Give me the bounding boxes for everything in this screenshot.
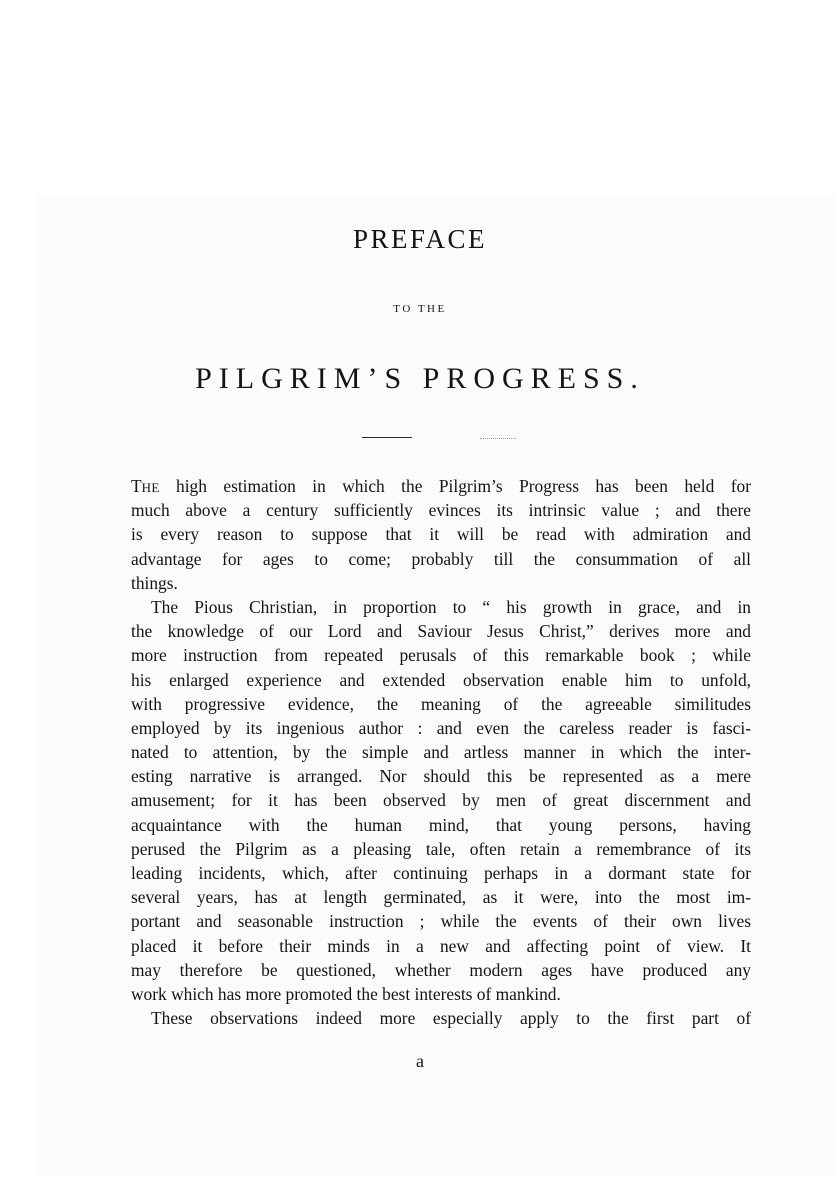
text-line: The Pious Christian, in proportion to “ his growth in grace, and in	[151, 596, 751, 617]
ornament-rule	[362, 437, 412, 438]
text-line: amusement; for it has been observed by men of great discernment and	[131, 790, 751, 811]
signature-mark: a	[416, 1051, 424, 1071]
paragraph-1-line-1	[131, 474, 751, 498]
text-line: his enlarged experience and extended observation enable him to unfold,	[131, 669, 751, 690]
text-line: perused the Pilgrim as a pleasing tale, often retain a remembrance of its	[131, 838, 751, 859]
text-line: leading incidents, which, after continuing perhaps in a dormant state for	[131, 863, 751, 883]
drop-cap-rest: HE	[141, 480, 160, 495]
text-line: is every reason to suppose that it will be read with admiration and	[131, 524, 751, 545]
line-text: high estimation in which the Pilgrim’s Progress has been held for	[159, 476, 751, 496]
text-line: acquaintance with the human mind, that young persons, having	[131, 814, 751, 835]
text-line: things.	[131, 572, 178, 593]
text-line: portant and seasonable instruction ; while the events of their own lives	[131, 911, 751, 932]
text-line: much above a century sufficiently evinces its intrinsic value ; and there	[131, 500, 751, 521]
text-line: nated to attention, by the simple and artless manner in which the inter-	[131, 742, 751, 763]
preface-body	[131, 474, 751, 1030]
text-line: These observations indeed more especially apply to the first part of	[151, 1008, 751, 1029]
preface-subheading: TO THE	[393, 303, 447, 315]
drop-cap: T	[131, 476, 142, 496]
text-line: may therefore be questioned, whether modern ages have produced any	[131, 959, 751, 980]
preface-heading: PREFACE	[352, 224, 488, 254]
text-line: with progressive evidence, the meaning of the agreeable similitudes	[131, 693, 751, 714]
text-line: several years, has at length germinated, as it were, into the most im-	[131, 887, 751, 908]
text-line: advantage for ages to come; probably till the consummation of all	[131, 548, 751, 569]
text-line: work which has more promoted the best interests of mankind.	[131, 983, 561, 1004]
ornament-dots	[480, 438, 516, 439]
text-line: placed it before their minds in a new and affecting point of view. It	[131, 935, 751, 956]
text-line: more instruction from repeated perusals of this remarkable book ; while	[131, 645, 751, 666]
text-line: the knowledge of our Lord and Saviour Jesus Christ,” derives more and	[131, 621, 751, 642]
text-line: esting narrative is arranged. Nor should this be represented as a mere	[131, 766, 751, 787]
book-title: PILGRIM’S PROGRESS.	[195, 362, 645, 395]
text-line: employed by its ingenious author : and even the careless reader is fasci-	[131, 717, 751, 738]
